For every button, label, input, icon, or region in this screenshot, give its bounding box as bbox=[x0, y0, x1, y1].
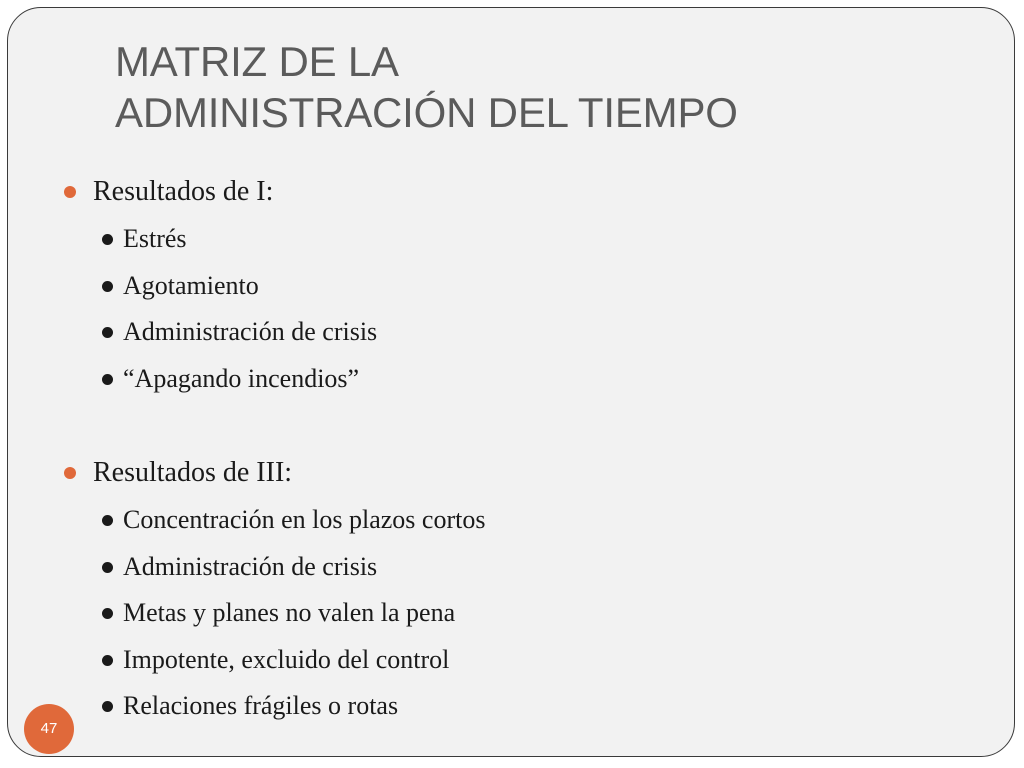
list-item bbox=[60, 497, 485, 544]
list-item bbox=[60, 590, 485, 637]
list-item-label: Metas y planes no valen la pena bbox=[123, 598, 456, 627]
black-bullet-icon bbox=[102, 701, 113, 712]
bullet-heading-resultados-iii bbox=[60, 449, 485, 497]
black-bullet-icon bbox=[102, 562, 113, 573]
orange-bullet-icon bbox=[64, 186, 76, 198]
list-item bbox=[60, 544, 485, 591]
bullet-heading-label: Resultados de III: bbox=[93, 457, 293, 488]
list-item bbox=[60, 263, 485, 310]
black-bullet-icon bbox=[102, 234, 113, 245]
list-item-label: Administración de crisis bbox=[123, 317, 378, 346]
list-item-label: Concentración en los plazos cortos bbox=[123, 505, 486, 534]
list-item bbox=[60, 683, 485, 730]
list-item-label: Estrés bbox=[123, 224, 187, 253]
list-item-label: Administración de crisis bbox=[123, 551, 378, 581]
orange-bullet-icon bbox=[64, 467, 76, 479]
list-item-label: “Apagando incendios” bbox=[123, 363, 360, 393]
slide-title-line-1: MATRIZ DE LA bbox=[115, 38, 399, 85]
list-item-label: Agotamiento bbox=[123, 270, 259, 300]
list-item bbox=[60, 309, 485, 356]
list-item bbox=[60, 216, 485, 263]
spacer bbox=[60, 402, 485, 449]
black-bullet-icon bbox=[102, 374, 113, 385]
bullet-heading-label: Resultados de I: bbox=[93, 176, 274, 207]
slide bbox=[7, 7, 1015, 757]
list-item bbox=[60, 637, 485, 684]
list-item-label: Relaciones frágiles o rotas bbox=[123, 691, 399, 720]
black-bullet-icon bbox=[102, 608, 113, 619]
black-bullet-icon bbox=[102, 655, 113, 666]
list-item-label: Impotente, excluido del control bbox=[123, 644, 450, 674]
page-number-badge: 47 bbox=[24, 704, 74, 754]
slide-body bbox=[60, 168, 485, 730]
black-bullet-icon bbox=[102, 327, 113, 338]
slide-title bbox=[115, 36, 738, 138]
black-bullet-icon bbox=[102, 515, 113, 526]
black-bullet-icon bbox=[102, 281, 113, 292]
list-item bbox=[60, 356, 485, 403]
slide-title-line-2: ADMINISTRACIÓN DEL TIEMPO bbox=[115, 89, 738, 136]
bullet-heading-resultados-i bbox=[60, 168, 485, 216]
